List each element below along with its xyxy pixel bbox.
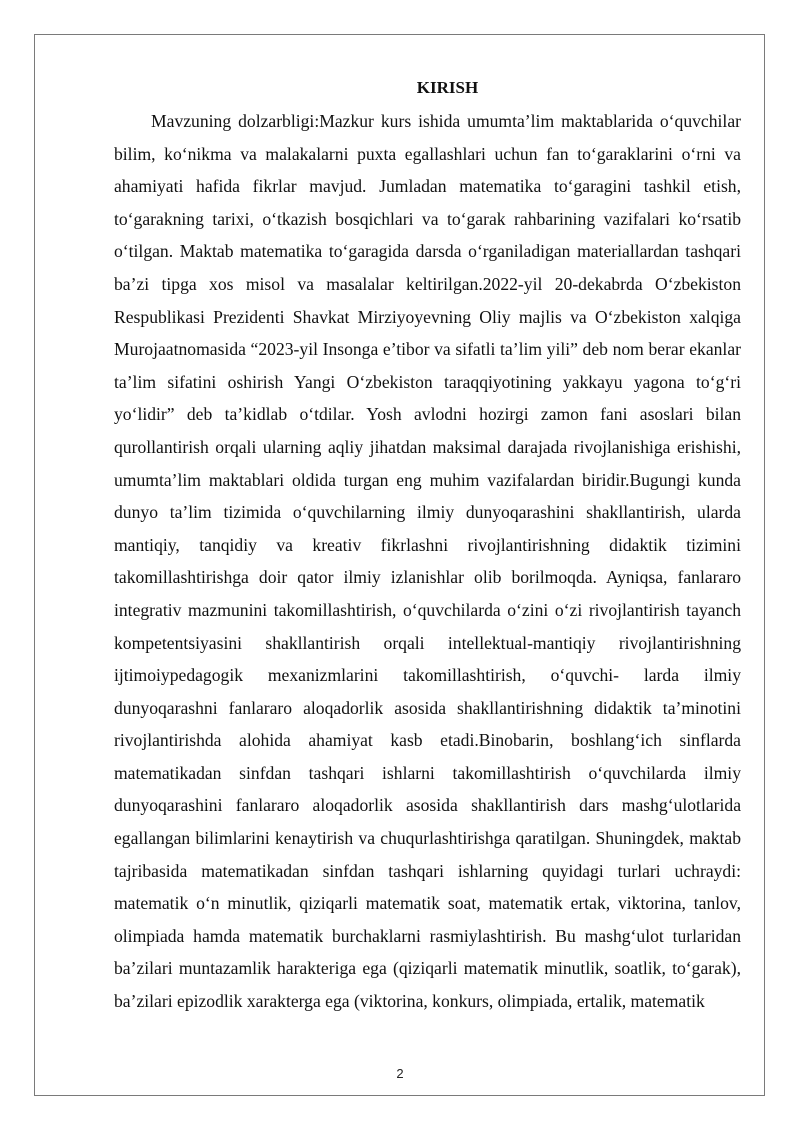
body-paragraph: Mavzuning dolzarbligi:Mazkur kurs ishida umumta’lim maktablarida o‘quvchilar bilim, ko‘nikma va malakalarni puxta egallashlari uchun fan to‘garaklarini o‘rni va ahamiyati hafida fikrlar mavjud. Jumladan matematika to‘garagini tashkil etish, to‘garakning tarixi, o‘tkazish bosqichlari va to‘garak rahbarining vazifalari ko‘rsatib o‘tilgan. Maktab matematika to‘garagida darsda o‘rganiladigan materiallardan tashqari ba’zi tipga xos misol va masalalar keltirilgan.2022-yil 20-dekabrda O‘zbekiston Respublikasi Prezidenti Shavkat Mirziyoyevning Oliy majlis va O‘zbekiston xalqiga Murojaatnomasida “2023-yil Insonga e’tibor va sifatli ta’lim yili” deb nom berar ekanlar ta’lim sifatini oshirish Yangi O‘zbekiston taraqqiyotining yakkayu yagona to‘g‘ri yo‘lidir” deb ta’kidlab o‘tdilar. Yosh avlodni hozirgi zamon fani asoslari bilan qurollantirish orqali ularning aqliy jihatdan maksimal darajada rivojlanishiga erishishi, umumta’lim maktablari oldida turgan eng muhim vazifalardan biridir.Bugungi kunda dunyo ta’lim tizimida o‘quvchilarning ilmiy dunyoqarashini shakllantirish, ularda mantiqiy, tanqidiy va kreativ fikrlashni rivojlantirishning didaktik tizimini takomillashtirishga doir qator ilmiy izlanishlar olib borilmoqda. Ayniqsa, fanlararo integrativ mazmunini takomillashtirish, o‘quvchilarda o‘zini o‘zi rivojlantirish tayanch kompetentsiyasini shakllantirish orqali intellektual-mantiqiy rivojlantirishning ijtimoiypedagogik mexanizmlarini takomillashtirish, o‘quvchi- larda ilmiy dunyoqarashni fanlararo aloqadorlik asosida shakllantirishning didaktik ta’minotini rivojlantirishda alohida ahamiyat kasb etadi.Binobarin, boshlang‘ich sinflarda matematikadan sinfdan tashqari ishlarni takomillashtirish o‘quvchilarda ilmiy dunyoqarashini fanlararo aloqadorlik asosida shakllantirish dars mashg‘ulotlarida egallangan bilimlarini kenaytirish va chuqurlashtirishga qaratilgan. Shuningdek, maktab tajribasida matematikadan sinfdan tashqari ishlarning quyidagi turlari uchraydi: matematik o‘n minutlik, qiziqarli matematik soat, matematik ertak, viktorina, tanlov, olimpiada hamda matematik burchaklarni rasmiylashtirish. Bu mashg‘ulot turlaridan ba’zilari muntazamlik harakteriga ega (qiziqarli matematik minutlik, soatlik, to‘garak), ba’zilari epizodlik xarakterga ega (viktorina, konkurs, olimpiada, ertalik, matematik: [114, 111, 741, 1012]
section-title: KIRISH: [416, 78, 479, 97]
page-number: 2: [396, 1066, 404, 1081]
document-content: [114, 74, 741, 1018]
